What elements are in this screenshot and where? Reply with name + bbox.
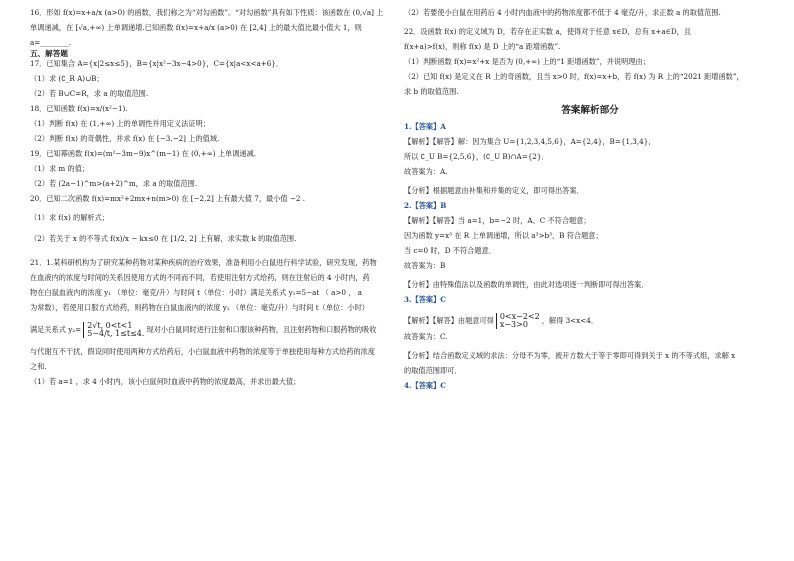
q16-line-2: 单调递减，在 [√a,+∞) 上单调递增.已知函数 f(x)=x+a/x (a>0) 在 [2,4] 上的最大值比最小值大 1，则 (30, 23, 362, 32)
q22-part-1: （1）判断函数 f(x)=x²+x 是否为 (0,+∞) 上的“1 距增函数”，并说明理由； (404, 57, 650, 66)
q19-stem: 19．已知幂函数 f(x)=(m²−3m−9)x^(m−1) 在 (0,+∞) 上单调递减. (30, 149, 257, 158)
answer-1-analysis-2: 所以 ∁_U B={2,5,6}，(∁_U B)∩A={2}． (404, 152, 549, 161)
answer-3-conclusion: 故答案为：C. (404, 332, 448, 341)
q21-piecewise-line (30, 318, 390, 342)
q21-piecewise-suffix: 现对小白鼠同时进行注射和口服该种药物，且注射药物和口服药物的吸收 (146, 325, 377, 334)
answer-4-label: 4.【答案】C (404, 381, 446, 390)
answer-3-analysis-suffix: ，解得 3<x<4． (541, 316, 599, 325)
answer-2-analysis-3: 当 c=0 时，D 不符合题意． (404, 246, 496, 255)
q21-tail-1: 与代谢互不干扰，假设同时使用两种方式给药后，小白鼠血液中药物的浓度等于单独使用每种方式给药的浓度 (30, 347, 376, 356)
q21-line-3: 物在白鼠血液内的浓度 y₁ （单位：毫克/升）与时间 t（单位：小时）满足关系式 y₁=5−at （ a>0 ， a (30, 288, 362, 297)
answer-2-analysis-4: 故答案为：B (404, 261, 446, 270)
answer-1-hint: 【分析】根据题意由补集和并集的定义，即可得出答案． (404, 186, 584, 195)
q21-line-1: 21．1.某科研机构为了研究某种药物对某种疾病的治疗效果，准备利用小白鼠进行科学试验，研究发现，药物 (30, 258, 377, 267)
answer-3-analysis-line (404, 310, 776, 332)
q21-tail-2: 之和. (30, 362, 47, 371)
answer-2-hint: 【分析】由特殊值法以及函数的单调性，由此对选项逐一判断即可得出答案． (404, 280, 649, 289)
q20-stem: 20．已知二次函数 f(x)=mx²+2mx+n(m>0) 在 [−2,2] 上有最大值 7，最小值 −2 . (30, 194, 306, 203)
q16-line-1: 16．形如 f(x)=x+a/x (a>0) 的函数，我们称之为“对勾函数”。“对勾函数”具有如下性质：该函数在 (0,√a] 上 (30, 8, 384, 17)
q21-part-2: （2）若要使小白鼠在用药后 4 小时内血液中的药物浓度都不低于 4 毫克/升，求正数 a 的取值范围. (404, 8, 721, 17)
answer-section-title: 答案解析部分 (561, 105, 619, 116)
answer-3-system-brace (496, 313, 540, 329)
q22-part-2: （2）已知 f(x) 是定义在 R 上的奇函数，且当 x>0 时，f(x)=x+b，若 f(x) 为 R 上的“2021 距增函数”， (404, 72, 744, 81)
q19-part-2: （2）若 (2a−1)^m>(a+2)^m，求 a 的取值范围. (30, 179, 198, 188)
answer-3-system-row-1: 0<x−2<2 (499, 312, 540, 321)
q21-piecewise-brace (83, 322, 144, 338)
q16-line-3: a=________. (30, 38, 72, 47)
q20-part-2: （2）若关于 x 的不等式 f(x)/x − kx≤0 在 [1/2, 2] 上有解，求实数 k 的取值范围. (30, 234, 297, 243)
answer-1-analysis-1: 【解析】【解答】解：因为集合 U={1,2,3,4,5,6}，A={2,4}，B={1,3,4}， (404, 137, 656, 146)
q21-line-4: 为常数），若使用口服方式给药，则药物在白鼠血液内的浓度 y₂ （单位：毫克/升）与时间 t（单位：小时） (30, 303, 369, 312)
answer-2-label: 2.【答案】B (404, 201, 447, 210)
answer-3-system-row-2: x−3>0 (499, 320, 528, 329)
answer-1-analysis-3: 故答案为：A. (404, 167, 448, 176)
section-title: 五、解答题 (30, 49, 68, 58)
answer-1-label: 1.【答案】A (404, 122, 446, 131)
q20-part-1: （1）求 f(x) 的解析式； (30, 213, 109, 222)
answer-2-analysis-2: 因为函数 y=x³ 在 R 上单调递增，所以 a³>b³，B 符合题意； (404, 231, 603, 240)
q21-tail-3: （1）若 a=1 ，求 4 小时内，该小白鼠何时血液中药物的浓度最高，并求出最大值； (30, 377, 301, 386)
q22-stem-1: 22．设函数 f(x) 的定义域为 D，若存在正实数 a，使得对于任意 x∈D，总有 x+a∈D，且 (404, 27, 692, 36)
q21-piecewise-row-1: 2√t, 0<t<1 (87, 321, 133, 330)
q21-piecewise-row-2: 5−4/t, 1≤t≤4. (87, 329, 145, 338)
q21-line-2: 在血液内的浓度与时间的关系因使用方式的不同而不同，若使用注射方式给药，则在注射后的 4 小时内，药 (30, 273, 370, 282)
right-column (404, 8, 776, 391)
q19-part-1: （1）求 m 的值； (30, 164, 90, 173)
answer-3-hint-1: 【分析】结合函数定义域的求法：分母不为零，被开方数大于等于零即可得到关于 x 的不等式组，求解 x (404, 351, 736, 360)
q17-stem: 17．已知集合 A={x|2≤x≤5}，B={x|x²−3x−4>0}，C={x|a<x<a+6}． (30, 59, 284, 68)
answer-3-hint-2: 的取值范围即可． (404, 366, 462, 375)
left-column (30, 8, 390, 387)
answer-3-analysis-prefix: 【解析】【解答】由题意可得 (404, 316, 494, 325)
answer-3-label: 3.【答案】C (404, 295, 446, 304)
q22-stem-2: f(x+a)>f(x)，则称 f(x) 是 D 上的“a 距增函数”. (404, 42, 561, 51)
q21-piecewise-prefix: 满足关系式 y₂= (30, 325, 82, 334)
q18-stem: 18．已知函数 f(x)=x/(x²−1). (30, 104, 128, 113)
q22-part-2-cont: 求 b 的取值范围. (404, 87, 459, 96)
q17-part-2: （2）若 B∪C=R，求 a 的取值范围. (30, 89, 149, 98)
answer-2-analysis-1: 【解析】【解答】当 a=1，b=−2 时，A、C 不符合题意； (404, 216, 591, 225)
q18-part-2: （2）判断 f(x) 的奇偶性，并求 f(x) 在 [−3,−2] 上的值域. (30, 134, 220, 143)
q17-part-1: （1）求 (∁_R A)∪B； (30, 74, 104, 83)
q18-part-1: （1）判断 f(x) 在 (1,+∞) 上的单调性并用定义法证明； (30, 119, 210, 128)
